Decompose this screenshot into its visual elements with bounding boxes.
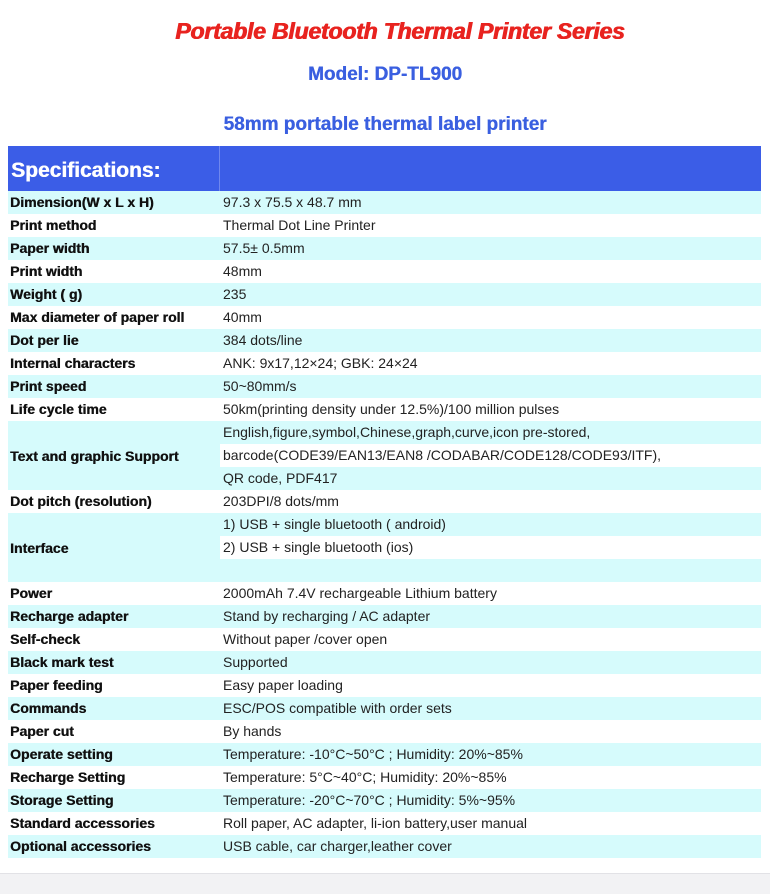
spec-label: Black mark test: [10, 654, 114, 670]
spec-value: Temperature: -10°C~50°C ; Humidity: 20%~85%: [223, 746, 523, 762]
spec-label: Recharge adapter: [10, 608, 129, 624]
specifications-header: [8, 146, 761, 191]
spec-row-text-graphic-support: [8, 421, 761, 490]
spec-value: 40mm: [223, 309, 262, 325]
spec-label: Dot pitch (resolution): [10, 493, 152, 509]
spec-label: Operate setting: [10, 746, 113, 762]
spec-row-recharge-adapter: [8, 605, 761, 628]
spec-label: Print speed: [10, 378, 87, 394]
spec-label: Power: [10, 585, 53, 601]
spec-label: Dimension(W x L x H): [10, 194, 154, 210]
spec-value-line: QR code, PDF417: [220, 467, 761, 490]
spec-value: Stand by recharging / AC adapter: [223, 608, 431, 624]
spec-value: Temperature: 5°C~40°C; Humidity: 20%~85%: [223, 769, 507, 785]
page-footer-bar: [0, 873, 770, 894]
model-heading: Model: DP-TL900: [307, 64, 463, 85]
spec-label: Paper cut: [10, 723, 74, 739]
spec-value: 50km(printing density under 12.5%)/100 million pulses: [223, 401, 560, 417]
spec-value: 57.5± 0.5mm: [223, 240, 305, 256]
spec-value: Supported: [223, 654, 288, 670]
spec-value: 97.3 x 75.5 x 48.7 mm: [223, 194, 362, 210]
spec-value: Roll paper, AC adapter, li-ion battery,user manual: [223, 815, 528, 831]
specifications-header-label: Specifications:: [8, 146, 220, 191]
spec-row-weight: [8, 283, 761, 306]
spec-value: Thermal Dot Line Printer: [223, 217, 376, 233]
page-title: Portable Bluetooth Thermal Printer Series: [175, 18, 625, 44]
spec-row-max-roll-diameter: [8, 306, 761, 329]
spec-value: 384 dots/line: [223, 332, 303, 348]
spec-value: 48mm: [223, 263, 262, 279]
spec-row-dot-pitch: [8, 490, 761, 513]
spec-label: Commands: [10, 700, 87, 716]
spec-value: Temperature: -20°C~70°C ; Humidity: 5%~95%: [223, 792, 516, 808]
spec-row-operate-setting: [8, 743, 761, 766]
spec-label: Self-check: [10, 631, 81, 647]
spec-label: Paper width: [10, 240, 90, 256]
spec-label: Print width: [10, 263, 83, 279]
spec-row-black-mark-test: [8, 651, 761, 674]
spec-row-internal-characters: [8, 352, 761, 375]
spec-value: Easy paper loading: [223, 677, 343, 693]
spec-label: Optional accessories: [10, 838, 151, 854]
spec-value: Without paper /cover open: [223, 631, 388, 647]
spec-label: Weight ( g): [10, 286, 83, 302]
spec-row-optional-accessories: [8, 835, 761, 858]
spec-row-interface: [8, 513, 761, 582]
spec-label: Print method: [10, 217, 97, 233]
spec-value: 203DPI/8 dots/mm: [223, 493, 339, 509]
spec-value-line: [220, 559, 761, 582]
spec-label: Recharge Setting: [10, 769, 126, 785]
spec-value-line: barcode(CODE39/EAN13/EAN8 /CODABAR/CODE128/CODE93/ITF),: [220, 444, 761, 467]
spec-row-self-check: [8, 628, 761, 651]
spec-row-power: [8, 582, 761, 605]
spec-label: Internal characters: [10, 355, 136, 371]
spec-row-standard-accessories: [8, 812, 761, 835]
spec-value: 235: [223, 286, 247, 302]
spec-value-line: 1) USB + single bluetooth ( android): [220, 513, 761, 536]
specifications-table: [8, 146, 761, 858]
spec-label: Storage Setting: [10, 792, 114, 808]
spec-row-print-method: [8, 214, 761, 237]
spec-row-paper-feeding: [8, 674, 761, 697]
spec-row-dot-per-line: [8, 329, 761, 352]
spec-value-line: 2) USB + single bluetooth (ios): [220, 536, 761, 559]
spec-row-life-cycle: [8, 398, 761, 421]
spec-label: Text and graphic Support: [8, 421, 220, 490]
spec-value: ANK: 9x17,12×24; GBK: 24×24: [223, 355, 418, 371]
spec-row-storage-setting: [8, 789, 761, 812]
spec-label: Paper feeding: [10, 677, 103, 693]
spec-label: Life cycle time: [10, 401, 107, 417]
spec-value: USB cable, car charger,leather cover: [223, 838, 452, 854]
spec-value: ESC/POS compatible with order sets: [223, 700, 452, 716]
spec-row-recharge-setting: [8, 766, 761, 789]
spec-label: Interface: [8, 513, 220, 582]
spec-row-print-width: [8, 260, 761, 283]
spec-label: Max diameter of paper roll: [10, 309, 185, 325]
spec-row-paper-cut: [8, 720, 761, 743]
spec-label: Dot per lie: [10, 332, 79, 348]
spec-row-commands: [8, 697, 761, 720]
spec-row-print-speed: [8, 375, 761, 398]
spec-value: By hands: [223, 723, 282, 739]
product-subtitle: 58mm portable thermal label printer: [223, 114, 547, 135]
spec-value: 2000mAh 7.4V rechargeable Lithium battery: [223, 585, 497, 601]
spec-row-dimension: [8, 191, 761, 214]
specifications-header-blank: [220, 146, 761, 191]
spec-label: Standard accessories: [10, 815, 155, 831]
spec-row-paper-width: [8, 237, 761, 260]
spec-value: 50~80mm/s: [223, 378, 297, 394]
spec-value-line: English,figure,symbol,Chinese,graph,curve,icon pre-stored,: [220, 421, 761, 444]
